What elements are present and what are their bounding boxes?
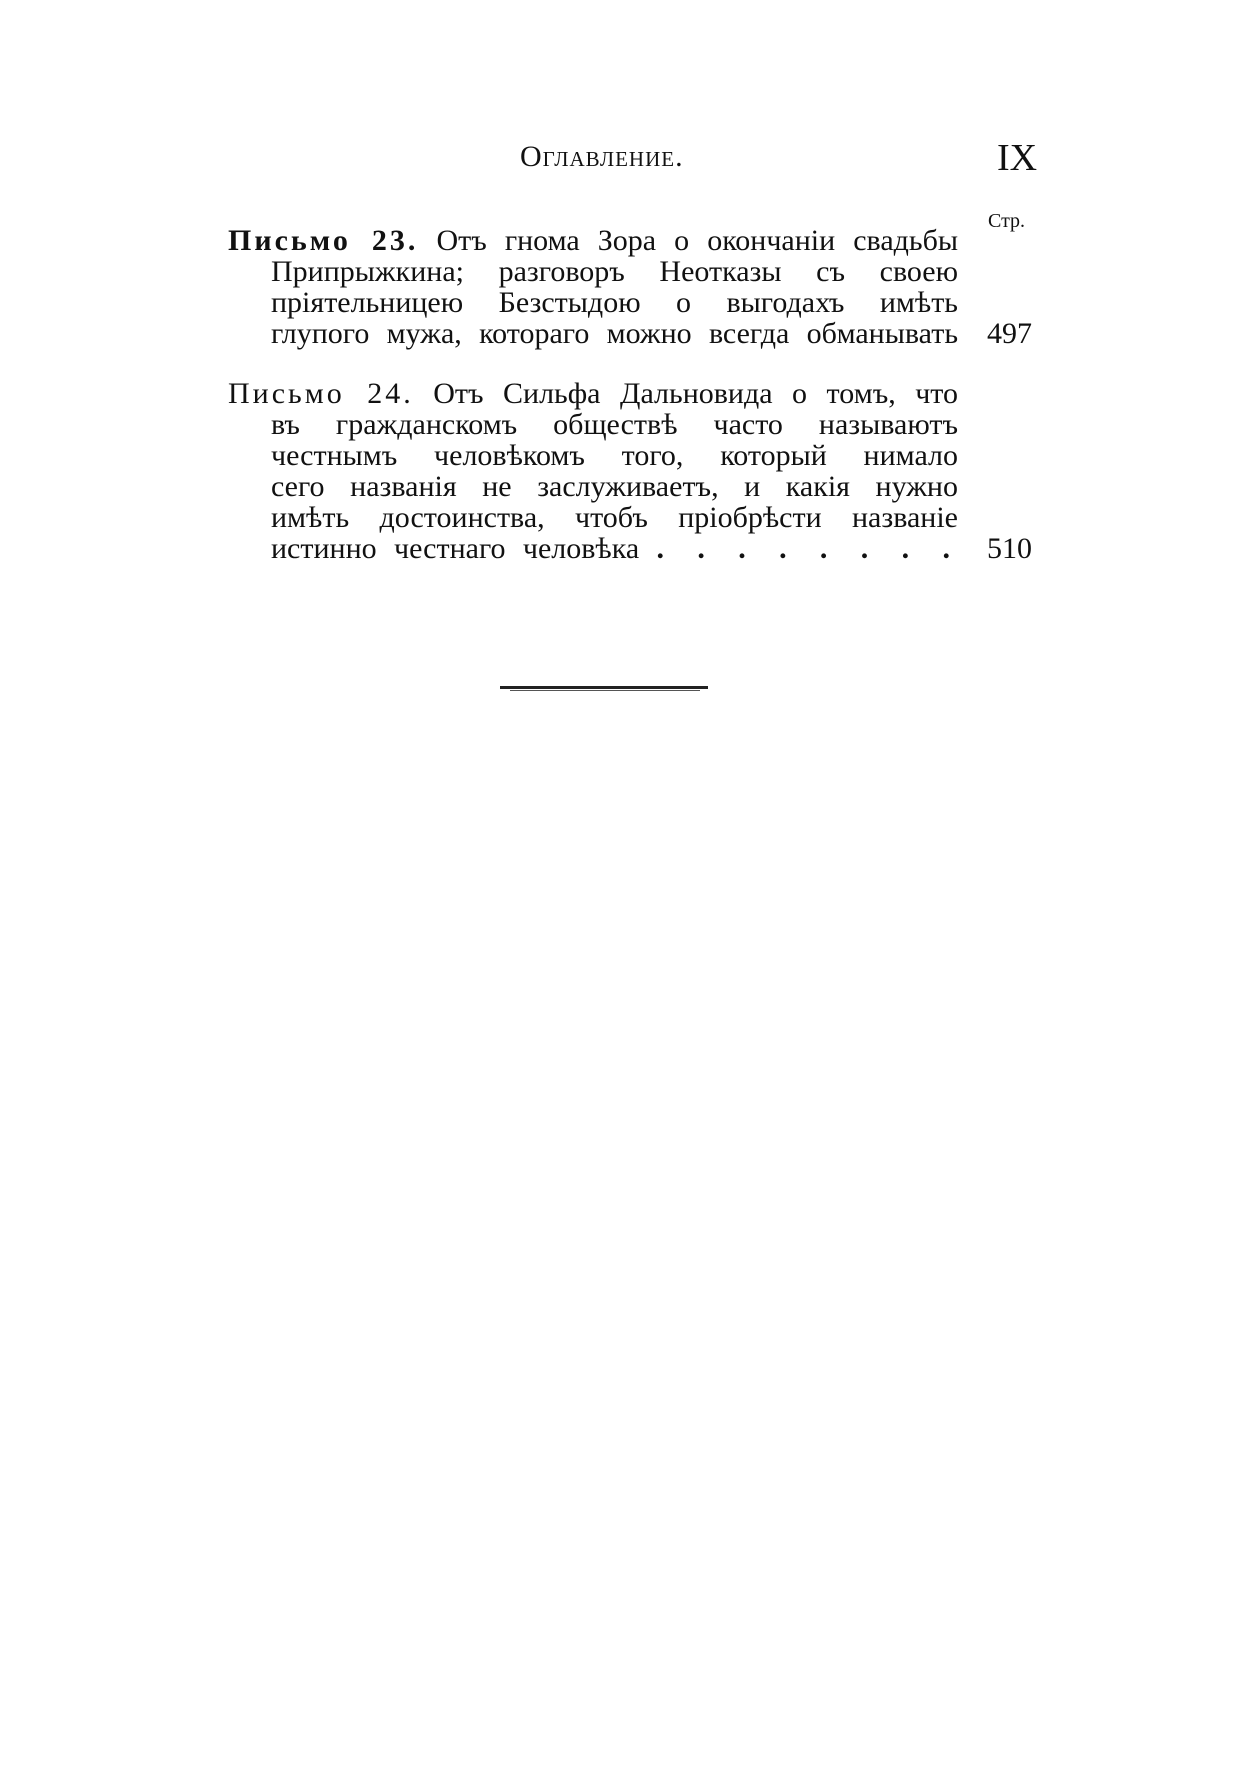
entry-text-line: сего названiя не заслуживаетъ, и какiя нужно xyxy=(271,470,958,503)
entry-page-number: 497 xyxy=(987,317,1032,350)
closing-rule xyxy=(500,686,708,689)
entry-lead: Письмо 24. xyxy=(228,377,414,410)
dot-leader: . . . . . . . . xyxy=(656,532,959,565)
page-column-label: Стр. xyxy=(988,210,1026,232)
entry-text-line: Отъ гнома Зора о окончанiи свадьбы xyxy=(436,224,958,257)
entry-text-line: истинно честнаго человѣка xyxy=(271,532,640,565)
entry-text-line: Припрыжкина; разговоръ Неотказы съ своею xyxy=(271,255,958,288)
entry-first-line xyxy=(228,378,958,409)
entry-text-line: прiятельницею Безстыдою о выгодахъ имѣть xyxy=(271,286,958,319)
toc-entry xyxy=(228,225,958,349)
entry-text-line: въ гражданскомъ обществѣ часто называютъ xyxy=(271,408,958,441)
entry-text-line: имѣть достоинства, чтобъ прiобрѣсти названiе xyxy=(271,501,958,534)
page-folio: IX xyxy=(997,137,1038,179)
entry-lead: Письмо 23. xyxy=(228,224,419,257)
entry-first-line xyxy=(228,225,958,256)
closing-rule-thin xyxy=(510,690,700,691)
entry-text-line: Отъ Сильфа Дальновида о томъ, что xyxy=(433,377,959,410)
entry-last-line xyxy=(228,533,958,564)
entry-text-line: глупого мужа, котораго можно всегда обманывать xyxy=(271,317,958,350)
running-title: Оглавление. xyxy=(520,140,684,173)
entry-page-number: 510 xyxy=(987,532,1032,565)
toc-entry xyxy=(228,378,958,564)
entry-text-line: честнымъ человѣкомъ того, который нимало xyxy=(271,439,958,472)
